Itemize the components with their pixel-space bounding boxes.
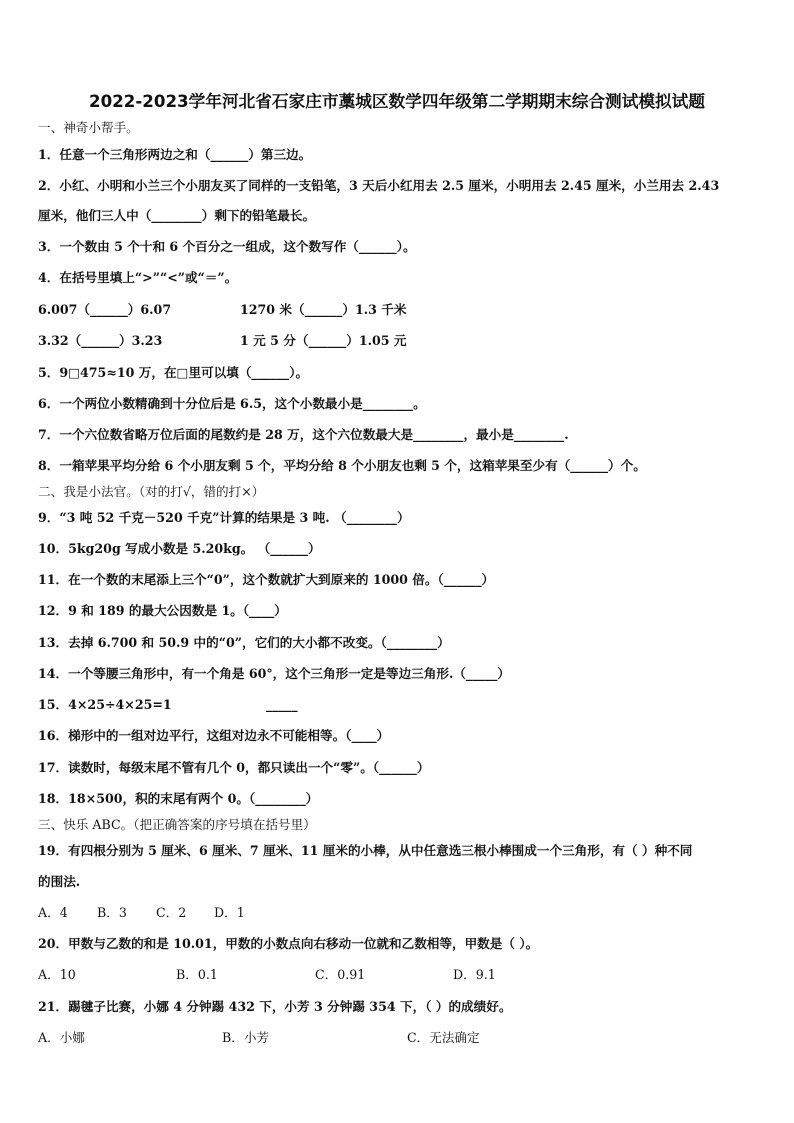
- question-11: 11．在一个数的末尾添上三个“0”，这个数就扩大到原来的 1000 倍。（______）: [38, 572, 495, 587]
- question-6: 6．一个两位小数精确到十分位后是 6.5，这个小数最小是________。: [38, 396, 426, 411]
- question-18: 18．18×500，积的末尾有两个 0。（________）: [38, 791, 319, 806]
- question-19-option-a: A．4: [38, 905, 68, 920]
- question-5: 5．9□475≈10 万，在□里可以填（______）。: [38, 365, 309, 380]
- question-12: 12．9 和 189 的最大公因数是 1。（____）: [38, 603, 287, 618]
- question-21-option-b: B．小芳: [222, 1030, 270, 1045]
- question-14: 14．一个等腰三角形中，有一个角是 60°，这个三角形一定是等边三角形.（_____）: [38, 666, 511, 681]
- question-15: 15．4×25÷4×25=1: [38, 697, 172, 712]
- question-19-line-2: 的围法.: [38, 874, 81, 889]
- question-4-item-a: 6.007（______）6.07: [38, 302, 172, 317]
- question-20-option-a: A．10: [38, 967, 76, 982]
- question-2-line-1: 2．小红、小明和小兰三个小朋友买了同样的一支铅笔，3 天后小红用去 2.5 厘米，小明用去 2.45 厘米，小兰用去 2.43: [38, 178, 720, 193]
- question-19-option-d: D．1: [214, 905, 245, 920]
- section-3-heading: 三、快乐 ABC。（把正确答案的序号填在括号里）: [38, 817, 316, 832]
- question-8: 8．一箱苹果平均分给 6 个小朋友剩 5 个，平均分给 8 个小朋友也剩 5 个，这箱苹果至少有（______）个。: [38, 458, 646, 473]
- question-2-line-2: 厘米，他们三人中（________）剩下的铅笔最长。: [38, 208, 316, 223]
- question-20: 20．甲数与乙数的和是 10.01，甲数的小数点向右移动一位就和乙数相等，甲数是（ ）。: [38, 936, 539, 951]
- question-21-option-a: A．小娜: [38, 1030, 85, 1045]
- question-4: 4．在括号里填上“>”“<”或“＝”。: [38, 270, 238, 285]
- question-4-item-b: 1270 米（______）1.3 千米: [240, 302, 407, 317]
- question-20-option-c: C．0.91: [315, 967, 366, 982]
- question-7: 7．一个六位数省略万位后面的尾数约是 28 万，这个六位数最大是________，最小是________.: [38, 427, 569, 442]
- section-2-heading: 二、我是小法官。（对的打√，错的打×）: [38, 484, 265, 499]
- question-3: 3．一个数由 5 个十和 6 个百分之一组成，这个数写作（______）。: [38, 239, 416, 254]
- question-20-option-b: B．0.1: [176, 967, 218, 982]
- question-13: 13．去掉 6.700 和 50.9 中的“0”，它们的大小都不改变。（________）: [38, 635, 450, 650]
- page-title: 2022-2023学年河北省石家庄市藁城区数学四年级第二学期期末综合测试模拟试题: [89, 92, 705, 111]
- question-19-option-b: B．3: [97, 905, 127, 920]
- question-21: 21．踢毽子比赛，小娜 4 分钟踢 432 下，小芳 3 分钟踢 354 下，（ ）的成绩好。: [38, 999, 512, 1014]
- question-17: 17．读数时，每级末尾不管有几个 0，都只读出一个“零”。（______）: [38, 760, 430, 775]
- question-9: 9．“3 吨 52 千克－520 千克”计算的结果是 3 吨. （________）: [38, 510, 410, 525]
- question-16: 16．梯形中的一组对边平行，这组对边永不可能相等。（____）: [38, 728, 390, 743]
- question-15-blank: _____: [266, 697, 298, 712]
- question-19-option-c: C．2: [156, 905, 187, 920]
- question-19-line-1: 19．有四根分别为 5 厘米、6 厘米、7 厘米、11 厘米的小棒，从中任意选三根小棒围成一个三角形，有（ ）种不同: [38, 843, 693, 858]
- question-4-item-d: 1 元 5 分（______）1.05 元: [240, 333, 407, 348]
- question-4-item-c: 3.32（______）3.23: [38, 333, 163, 348]
- question-21-option-c: C．无法确定: [407, 1030, 480, 1045]
- question-20-option-d: D．9.1: [453, 967, 496, 982]
- question-1: 1．任意一个三角形两边之和（______）第三边。: [38, 147, 312, 162]
- question-10: 10．5kg20g 写成小数是 5.20kg。 （______）: [38, 541, 321, 556]
- section-1-heading: 一、神奇小帮手。: [38, 120, 139, 135]
